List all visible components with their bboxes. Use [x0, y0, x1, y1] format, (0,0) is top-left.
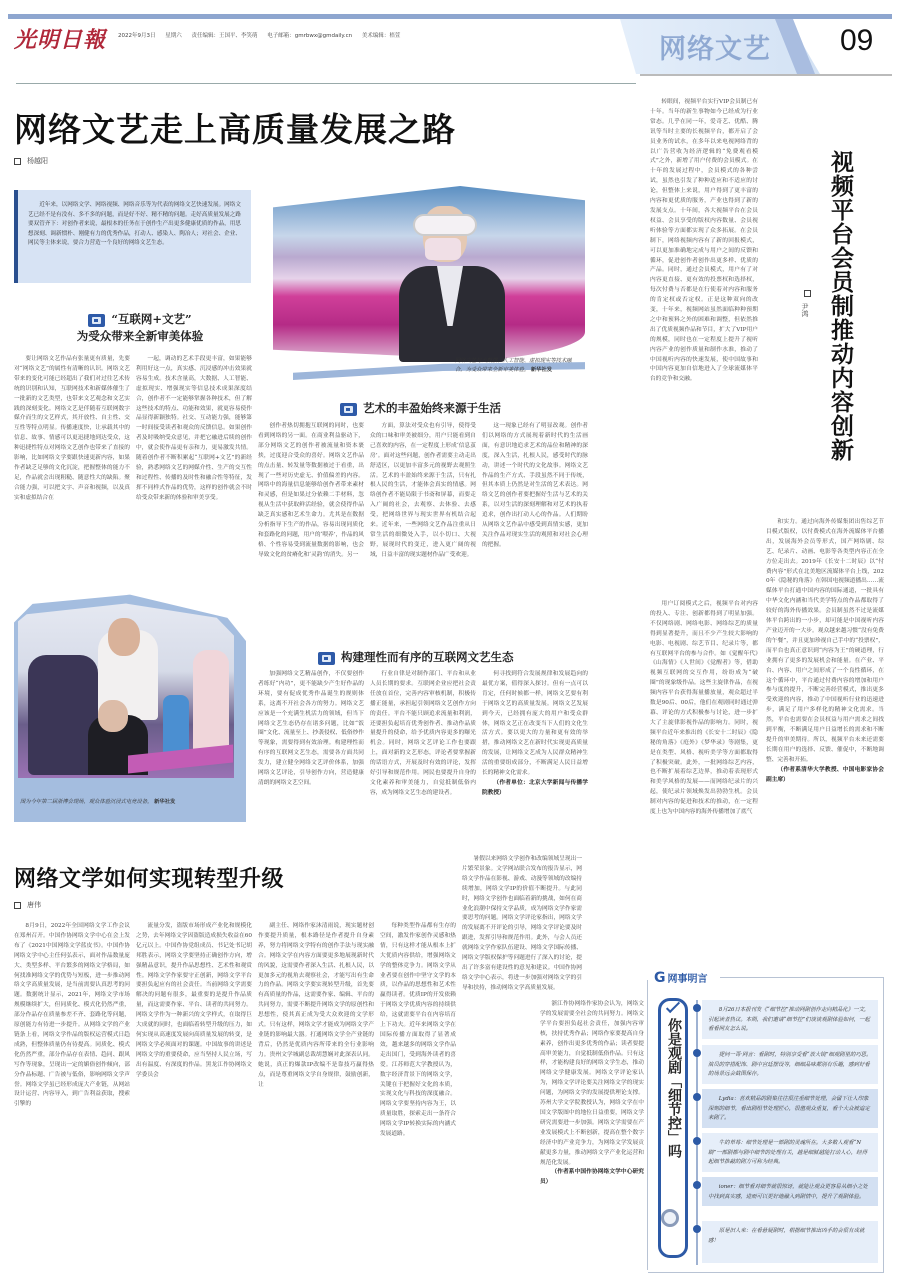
article1-byline: 杨越阳	[14, 156, 48, 166]
masthead-rule	[16, 83, 636, 84]
article3-column-5: 暑假以来网络文学创作和改编领域呈现出一片繁荣景象。文学网站联合发布的报告显示，网络文学作品在影视、游戏、动漫等领域的改编持续增加，网络文学IP的价值不断提升。与此同时，网络文学创作也面临着新的挑战，如何在商业化浪潮中保持文学品质，成为网络文学作家需要思考的问题。网络文学评论家指出，网络文学的发展离不开评论的引导，网络文学评论要及时跟进，发挥引导和规范作用。此外，与会人员还就网络文学作家队伍建设、网络文学国际传播、网络文学版权保护等问题进行了深入的讨论，提出了许多富有建设性的意见和建议。中国作协网络文学中心表示，将进一步加强对网络文学的引导和扶持，推动网络文学高质量发展。	[462, 856, 582, 991]
section-tab-rule	[640, 74, 892, 76]
art-editor: 美术编辑：梧萱	[361, 33, 401, 39]
comment-note: ioner：细节看对细节就很惊讶，就能让观众更容易从细小之处中找到真实感，进而可以更好地融入到剧情中，提升了观剧体验。	[702, 1177, 878, 1206]
timeline-dot	[693, 1004, 701, 1012]
byline-box-icon	[804, 290, 811, 297]
article1-subhead-3: 构建理性而有序的互联网文艺生态	[318, 649, 514, 665]
article1-column-5: 这一现象已经有了明显改观。创作者们以网络的方式展现着新时代的生活画面，有意识地追求艺术的品位和精神的深度，深入生活，扎根人民，感受时代的脉动，讲述一个时代的文化故事。网络文艺作品的生产方式、手段虽然不同于传统，但其本质上仍然是对生活的艺术表达。网络文艺的创作者要把握好生活与艺术的关系，以对生活的深刻理解和对艺术的执着追求，创作出打动人心的作品。人们期盼从网络文艺作品中感受到真情实感，更加关注作品对现实生活的观照和对社会心理的把握。	[482, 423, 588, 548]
article1-subhead-2: 艺术的丰盈始终来源于生活	[340, 400, 501, 416]
film-photo-icon	[318, 652, 335, 665]
article1-headline: 网络文艺走上高质量发展之路	[14, 110, 456, 149]
article3-column-3: 副主任、网络作家沐清雨说，现实题材创作要提升质量，根本路径是作者提升自身素养，努力将网络文学特有的创作手法与现实融合。网络文学在内容方面要更多地展现新时代的风貌，这需要作者深入生活、扎根人民，以更加多元的视角去观察社会，才能写出有生命力的作品。网络文学要实现转型升级，首先要有高质量的作品，这需要作家、编辑、平台的共同努力，需要不断提升网络文学的原创性和思想性，使其真正成为受大众欢迎的文学形式。只有这样，网络文学才能成为网络文学产业链的影响最大器。打通网络文学全产业链的背后，仍然是优质内容所带来的全行业影响力。贵州文学城副总裁胡慧娴对此深表认同。她说，真正的爆款IP改编不是靠技巧赢得热点，而是尊重网络文学自身规律，鼓励创新，让	[258, 923, 374, 1088]
section-title: 网络文艺	[659, 34, 771, 65]
article1-column-1: 要让网络文艺作品有张量更有质量，先要对“网络文艺”的属性有清晰的认识。网络文艺带来的变化可能已经超出了我们对过往艺术传统的识别和认知，互联网技术和新媒体催生了一批新的文艺类型，也带来文艺观念和文艺实践的深刻变化。网络文艺是伴随着互联网数字媒介而生的文艺样式，其开放性、自主性、交互性等特点明显。传播速度快，让承载其中的信息、故事、情感可以更迅捷地到达受众，这种迅捷性特点对网络文艺创作也带来了直接的影响，比如网络文学要跟快速更新内容，如果作者缺乏足够的文化沉淀，把握整体的能力不足，作品就会出现粗糙、随意性大的缺陷。聚合能力强，可以把文字、声音和视频，以及真实和虚拟结合在	[14, 356, 130, 501]
esports-expo-photo	[14, 590, 246, 822]
sidebar-title: 你是观剧「细节控」吗	[666, 1018, 682, 1158]
article3-column-1: 8月9日，2022年全国网络文学工作会议在郑州召开。中国作协网络文学中心在会上发布了《2021中国网络文学蓝皮书》。中国作协网络文学中心主任何弘表示，面对作品数量庞大、类型多样、平台繁多的网络文学格局，如何找准网络文学的优势与短板，进一步推动网络文学高质量发展，是当前需要认真思考的问题。数据统计显示，2021年，网络文学市场规模继续扩大，但同质化、模式化仍然严重，部分作品存在质量参差不齐、套路化等问题，原创能力有待进一步提升。从网络文学的产业链条上看，网络文学作品的版权运营模式日趋成熟，但整体质量仍有待提高。同质化、模式化仍然严重，部分作品存在表情、趋同、跟风写作等现象，呈现出一定的媚俗创作倾向，部分作品标题、广告被与低俗，影响网络文学声誉。网络文学虽已经形成庞大产业链，从网站设计运营、内容导入，到广告利益获取，搜索引擎的	[14, 923, 130, 1108]
film-photo-icon	[88, 314, 105, 327]
sidebar-header: G 网事明言	[654, 970, 712, 986]
article2-column-2: 用户订阅模式之后，视频平台对内容的投入、专注、创新都得到了明显加强。不仅网络剧、网络电影、网络综艺的质量得到显著提升，而且不少产生较大影响的电影、电视剧、综艺节目、纪录片等，都有互联网平台的参与合作。如《觉醒年代》《山海情》《人世间》《觉醒者》等，借助视频互联网的交互作用，纷纷成为“破圈”的现象级作品。这些主旋律作品，在视频内容平台获得海量播放量，观众超过半数是90后、00后，他们在观剧同时通过弹幕、评论的方式积极参与讨论，进一步扩大了主旋律影视作品的影响力。同时，视频平台近年来推出的《长安十二时辰》《隐秘的角落》《庭外》《梦华录》等剧集，更是在类型、风格、视听美学等方面都取得了积极突破。此外，一批网络综艺内容，也不断扩展着综艺边界，推动着表现形式和美学风格的发展——而网络纪录片的兴起，使纪录片领域焕发出勃勃生机。会员制对内容的促进和技术的推动，在一定程度上也为中国内容的海外传播增加了底气	[650, 601, 758, 816]
article1-subhead-1: “互联网+文艺” 为受众带来全新审美体验	[76, 312, 204, 343]
issue-date: 2022年9月3日	[118, 33, 156, 39]
masthead-meta	[118, 31, 408, 39]
timeline-dot	[693, 1225, 701, 1233]
author-credit: （作者单位：北京大学新闻与传播学院教授）	[482, 779, 588, 796]
man-with-vr-headset	[393, 206, 513, 356]
timeline-dot	[693, 1181, 701, 1189]
article2-column-1: 转眼间，视频平台实行VIP会员制已有十年。当年的新生事物如今已经成为行业常态。几乎在同一年，爱奇艺、优酷、腾讯等当时主要的长视频平台，都开启了会员业务的试水，在多年以来电视网络背的以广告营收为经济逻辑的“免费观看模式”之外，新增了用户付费的会员模式。在十年的发展过程中，会员模式的各种尝试，虽然也引发了种种适应和不适应的讨论，但整体上来说，用户得到了更丰富的内容和更优质的服务，产业也得到了新的发展支点。十年间，各大视频平台在会员权益、会员享受的版权内容数量、会员视听体验等方面都实现了众多拓展。在会员制下，网络视频内容有了新的回报模式，可以更加准确地完成与用户之间的反馈和循环，促进创作者创作出更多样、优质的产品。同时，通过会员模式，用户有了对内容更直接、更有效的投票权和选择权，每次付费与否都是在行使着对内容和服务的肯定权或否定权。正是这种双向的改变，十年来，视频网站虽然面临种种预期之中和预料之外的困难和调整，但依然推出了优质视频作品和节目，扩大了VIP用户的规模，同时也在一定程度上提升了视听内容产业的创作质量和制作水准，推动了中国视听内容的快速发展，使中国故事和中国内容更加自信地进入了全球流媒体平台的竞争和交融。	[650, 99, 758, 383]
byline-box-icon	[14, 902, 21, 909]
article3-column-4: 每种类型作品都有生存的空间，激发作家创作灵感和热情，只有这样才能从根本上扩大优质内容供给，增强网络文学的整体竞争力。网络文学从业者要在创作中坚守文学的本质，以作品的思想性和艺术性赢得读者。优质IP的开发依赖于网络文学优质内容的持续供给，这就需要平台在内容培育上下功夫。近年来网络文学在国际传播方面取得了显著成效，越来越多的网络文学作品走出国门，受到海外读者的喜爱。江苏师范大学教授认为，数字经济背景下的网络文学，关键在于把握好文化的本质，实现文化与科技的深度融合。网络文学要坚持内容为王，以质量取胜，探索走出一条符合网络文学IP转换实际的内涵式发展道路。	[380, 923, 456, 1138]
article2-column-3: 和实力。通过向海外传媒集团出售综艺节目模式版权，以付费模式在海外流媒体平台播出，发展海外会员等形式，国产网络剧、综艺、纪录片、动画、电影等各类型内容正在全方位走出去。2019年《长安十二时辰》以“付费内容”形式在北美地区流媒体平台上线，2020年《隐秘的角落》在韩国电视频道播出……流媒体平台打通中国内容的国际通道，一批具有中华文化内涵和当代美学特点的作品都取得了较好的海外传播效果。会员制虽然不过是流媒体平台跨出的一小步，却可能是中国视听内容产业迈开的一大步。观众越来越习惯“没有免费的午餐”，并且更加珍视自己手中的“投票权”，而平台也真正意识到“内容为王”的硬道理，行业拥有了更多的发展机会和能量。在产业、平台、内容、用户之间形成了一个良性循环，在这个循环中，平台通过付费内容的增加和用户参与度的提升，不断完善经营模式，推出更多受欢迎的内容，推动了中国视听行业的迅速进步，满足了用户多样化的精神文化需求。当然，平台也需要在会员权益与用户需求之间找到平衡，不断满足用户日益增长的需求和不断提升的审美期待。所以，视频平台未来还需要长期在用户的选择、反馈、催促中，不断地调整、完善和开拓。 （作者系清华大学教授、中国电影家协会副主席）	[766, 518, 884, 950]
article3-byline: 唐伟	[14, 900, 41, 910]
comment-note: 牛的草莓：细节处理是一部剧的灵魂所在。大多数人观看“N刷”一部剧都与剧中细节的处理有关，越是细腻越能打动人心，经得起细节推敲的剧方可称为经典。	[702, 1133, 878, 1172]
article1-column-7: 行业自律是对制作部门、平台和从业人员长期的要求。互联网企业应把社会责任放在首位，完善内容审核机制，积极传播正能量，承担起引领网络文艺创作方向的责任。平台不能只顾追求流量和利润，还要担负起培育优秀创作者、推动作品质量提升的使命，给予优质内容更多的曝光机会。同时，网络文艺评论工作也要跟上，面对新的文艺形态，评论者要掌握新的话语方式，开展及时有效的评论，发挥好引导和规范作用。网民也要提升自身的文化素养和审美能力，自觉抵制低俗内容，成为网络文艺生态的建设者。	[370, 671, 476, 796]
responsible-editors: 责任编辑：王国平、李笑萌	[191, 33, 258, 39]
article1-column-4: 方面，算法对受众也有引导，使得受众的口味和审美被细分，用户只能看到自己喜欢的内容，在一定程度上形成‘信息茧房’。面对这些问题，创作者需要主动走出舒适区，以更加丰富多元的视野去观照生活。艺术的丰盈始终来源于生活，只有扎根人民的生活，才能体会真实的情感。网络创作者不能局限于书斋和屏幕，而要走入广阔的社会，去观察、去体验、去感受，把网络世界与现实世界有机结合起来。近年来，一些网络文艺作品注重从日常生活的细微处入手，以小切口、大视野，展现时代的变迁，进入更广阔的视域，日益丰富的现实题材作品广受欢迎。	[370, 423, 476, 558]
article3-column-6: 浙江作协网络作家协会认为，网络文学的发展需要全社会的共同努力。网络文学平台要担负起社会责任，加强内容审核，扶持优秀作品；网络作家要提高自身素养，创作出更多优秀的作品；读者要提高审美能力，自觉抵制低俗作品。只有这样，才能构建良好的网络文学生态，推动网络文学健康发展。网络文学评论家认为，网络文学评论要关注网络文学的现实问题，为网络文学的发展提供理论支撑。苏州大学文学院教授认为，网络文学在中国文学版图中的地位日益重要，网络文学研究需要进一步加强。网络文学需要在产业发展模式上不断创新，提高在整个数字经济中的产业竞争力，为网络文学发展贡献更多力量，推动网络文学产业化运营和规范化发展。 （作者系中国作协网络文学中心研究员）	[540, 1000, 644, 1270]
timeline-dot	[693, 1093, 701, 1101]
magnifier-icon	[661, 1209, 679, 1227]
vr-headset-icon	[413, 214, 477, 236]
issue-weekday: 星期六	[165, 33, 182, 39]
article1-abstract: 近年来，以网络文学、网络视频、网络音乐等为代表的网络文艺快速发展。网络文艺已经不是有没有、多不多的问题，而是好不好、精不精的问题。走好高质量发展之路要双管齐下：对创作者来说，最根本的任务在于创作生产出更多健康优质的作品，用思想深刻、调新惯朴、刚健有力的优秀作品，打动人、感染人、陶冶人；对社会、企业、网民等主体来说，要合力营造一个良好的网络文艺生态。	[14, 190, 251, 283]
comment-note: Lydia：喜欢精品的剧集往往很注重细节处理，会留下让人印象深刻的细节，看出剧组节处理匠心，很值观众重复，看个大众被追定来剧了。	[702, 1089, 878, 1128]
timeline-dot	[693, 1049, 701, 1057]
newspaper-logo: 光明日報	[14, 27, 107, 53]
film-photo-icon	[340, 403, 357, 416]
article1-column-3: 创作者热切拥抱互联网的同时，也要看到网络的另一面。在商业利益驱动下，部分网络文艺的创作者被流量和资本裹挟，过度迎合受众的喜好。网络文艺作品的点击量、转发量等数据被过于看重，出现了一些对历史虚无、价值偏差的内容。网络中的海量信息能够给创作者带来素材和灵感，但是如果过分依赖二手材料，忽视从生活中获取鲜活经验，就会使得作品缺乏真实感和艺术生命力。尤其是在数据分析指导下生产的作品，容易出现同质化和套路化的问题，用户的‘喂养’，作品的风格、个性容易受到流量数据的影响，也会导致文化的贫瘠化和‘灵韵’的消失。另一	[258, 423, 364, 558]
article1-column-8: 何寻找到符合发展规律和发展趋向的最优方案，值得深入探讨。但有一点可以肯定，任何时候都一样，网络文艺要有利于网络文艺的高质量发展。网络文艺发展到今天，已经拥有庞大的用户和受众群体，网络文艺正在改变当下人们的文化生活方式。要以更大的力量和更有效的举措，推动网络文艺在新时代实现更高质量的发展，让网络文艺成为人民群众精神生活的重要组成部分，不断满足人民日益增长的精神文化需求。 （作者单位：北京大学新闻与传播学院教授）	[482, 670, 588, 820]
comment-note: 提问一哥·网言：看剧时，特别享受看“放大镜”细观剧里的巧思。演员的穿搭配饰、剧中宫廷摆设等，细细品味都别有乐趣，感到好看的场景远会截图保存。	[702, 1045, 878, 1084]
article3-headline: 网络文学如何实现转型升级	[14, 866, 285, 892]
timeline-dot	[693, 1137, 701, 1145]
author-credit: （作者系中国作协网络文学中心研究员）	[540, 1169, 644, 1186]
article1-column-2: 一起，调动的艺术手段更丰富，如果能够利用好这一点，真实感、沉浸感的冲击效果就容易生成。技术含量高，大数据、人工智能、虚拟现实、增强现实等信息技术成果深度结合，创作者不一定能够掌握各种技术，但了解这些技术的特点、功能和效果，就更容易使作品显得新颖独特。社交、互动能力强，能够第一时间接受读者和观众的反馈信息。如果创作者及时吸纳受众意见，并把它融进后续的创作中，就会使作品更有亲和力，更易激发共情。随着创作者不断积累起“互联网+文艺”的新经验，熟悉网络文艺的网媒介性、生产的交互性和过程性、传播的及时性和融合性等特征，发挥不同样式作品的优势，这样的创作就会不时给受众带来新的体验和审美享受。	[136, 356, 252, 501]
vr-headset-photo	[273, 186, 585, 382]
author-credit: （作者系清华大学教授、中国电影家协会副主席）	[766, 766, 884, 783]
g-logo-icon: G	[654, 970, 666, 986]
page-number: 09	[840, 24, 874, 57]
photo1-caption: 网络文艺与大数据、人工智能、虚拟现实等技术融合，为受众带来全新审美体验。 新华社发	[455, 358, 572, 373]
article3-column-2: 流量分发，盗版市场形成产业化和规模化之势，去年网络文学因盗版造成损失收益在60亿元以上。中国作协党组成员、书记处书记胡邦胜表示，网络文学要坚持正确创作方向，增强精品意识，提升作品思想性、艺术性和观赏性。网络文学作家要守正创新，网络文学平台要担负起应有的社会责任。当前网络文学需要解决的问题有很多，最重要的是提升作品质量，而这需要作家、平台、读者的共同努力。网络文学作为一种新兴的文学样式，在取得巨大成就的同时，也面临着转型升级的压力，如何实现从高速度发展向高质量发展的转变，是网络文学必须面对的课题。中国故事的讲述是网络文学的重要使命，应当坚持人民立场，写出有温度、有深度的作品。黑龙江作协网络文学委员会	[136, 923, 252, 1078]
photo2-caption: 图为今年第二届浙博会现场，观众体验沉浸式电竞设备。 新华社发	[20, 799, 176, 805]
article2-vertical-title: 视频平台会员制推动内容创新	[827, 150, 854, 462]
article2-byline: 尹鸿	[800, 290, 811, 317]
sidebar-left-line	[647, 980, 648, 1270]
comment-note: 原是旧人来：在看悬疑剧时，根据细节推出凶手的会很有成就感！	[702, 1221, 878, 1263]
sidebar-top-rule	[720, 977, 884, 978]
comment-note: 8月26日本报刊发《“细节控”推动网剧创作走向精品化》一文，引起读者热议。本期，我们邀请“细节控”们谈谈观剧体验如何，一起看看网友怎么说。	[702, 1000, 878, 1039]
byline-box-icon	[14, 158, 21, 165]
article1-column-6: 加强网络文艺精品创作，不仅要创作者练好“内功”，更不能缺少产生好作品的环境，要有促成优秀作品诞生的规则体系，这离不开社会各方的努力。网络文艺应该是一个充满生机活力的领域，但当下网络文艺生态仍存在诸多问题，比如“饭圈”文化、流量至上、抄袭侵权、低俗炒作等现象，需要得到有效治理。构建理性而有序的互联网文艺生态，需要各方面共同发力，建立健全网络文艺评价体系，加强网络文艺评论，引导创作方向，营造健康清朗的网络文艺空间。	[258, 671, 364, 786]
editor-email: 电子邮箱：gmrbwx@gmdaily.cn	[267, 33, 353, 39]
